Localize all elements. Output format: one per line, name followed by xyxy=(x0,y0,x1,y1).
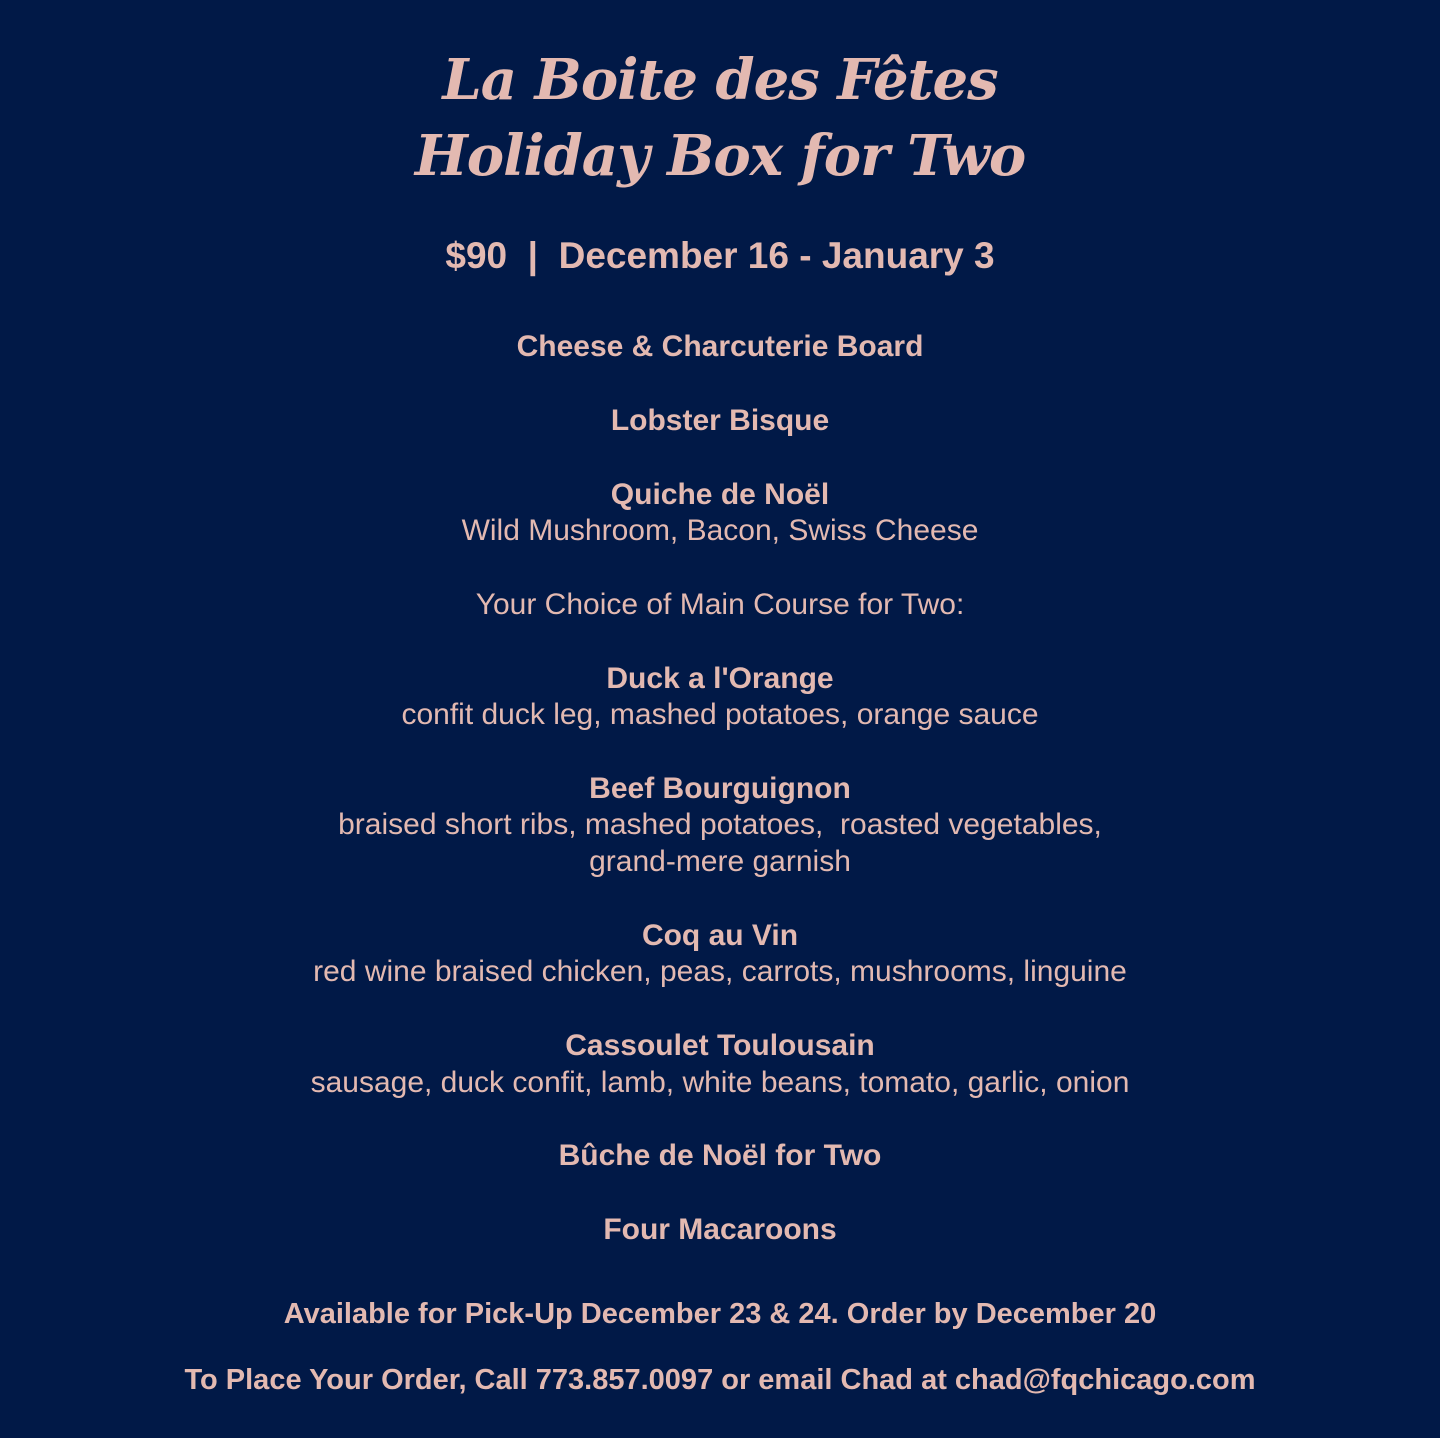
pickup-info: Available for Pick-Up December 23 & 24. Order by December 20 xyxy=(283,1298,1157,1330)
dessert-macaroons: Four Macaroons xyxy=(603,1213,837,1246)
order-contact-info: To Place Your Order, Call 773.857.0097 or email Chad at chad@fqchicago.com xyxy=(184,1364,1256,1396)
main-cassoulet-description: sausage, duck confit, lamb, white beans, tomato, garlic, onion xyxy=(310,1066,1130,1099)
main-beef-name: Beef Bourguignon xyxy=(589,772,851,805)
menu-item-quiche-description: Wild Mushroom, Bacon, Swiss Cheese xyxy=(461,514,979,547)
main-duck-description: confit duck leg, mashed potatoes, orange sauce xyxy=(401,698,1039,731)
main-duck-name: Duck a l'Orange xyxy=(606,662,834,695)
menu-item-lobster-bisque: Lobster Bisque xyxy=(610,404,830,437)
main-cassoulet-name: Cassoulet Toulousain xyxy=(565,1029,875,1062)
menu-title-line2: Holiday Box for Two xyxy=(414,123,1026,189)
menu-item-cheese-board: Cheese & Charcuterie Board xyxy=(516,330,924,363)
menu-item-quiche-name: Quiche de Noël xyxy=(610,478,830,511)
menu-title-line1: La Boite des Fêtes xyxy=(442,47,998,113)
price-and-dates: $90 | December 16 - January 3 xyxy=(445,235,995,276)
main-beef-description-line2: grand-mere garnish xyxy=(589,845,851,878)
main-beef-description-line1: braised short ribs, mashed potatoes, roasted vegetables, xyxy=(338,808,1102,841)
dessert-buche: Bûche de Noël for Two xyxy=(558,1139,882,1172)
main-coq-name: Coq au Vin xyxy=(641,919,799,952)
main-course-choice-heading: Your Choice of Main Course for Two: xyxy=(475,588,965,621)
main-coq-description: red wine braised chicken, peas, carrots, mushrooms, linguine xyxy=(313,955,1127,988)
